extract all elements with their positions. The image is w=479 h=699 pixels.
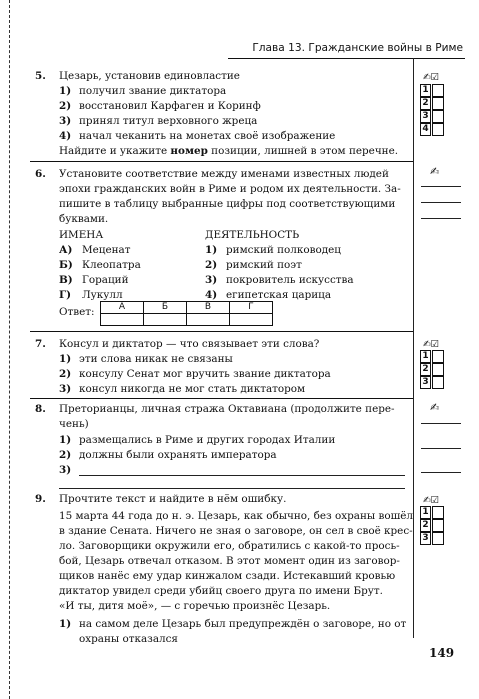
q5-answer-grid: 1 2 3 4	[420, 84, 444, 136]
q7-opt-2-num: 2)	[59, 368, 72, 380]
q8-opt-1-text: размещались в Риме и других городах Италии	[79, 434, 336, 446]
q6-name-v-letter: В)	[59, 274, 73, 286]
q6-act-2: римский поэт	[226, 259, 302, 271]
q6-name-g-letter: Г)	[59, 289, 72, 301]
pencil-icon: ✍	[430, 165, 440, 178]
q7-opt-1-num: 1)	[59, 353, 72, 365]
question-5-stem: Цезарь, установив единовластие	[59, 70, 240, 82]
q8-opt-2-num: 2)	[59, 449, 72, 461]
q8-opt-3-num: 3)	[59, 464, 72, 476]
pencil-icon: ✍	[430, 401, 440, 414]
q6-stem-line-4: буквами.	[59, 213, 109, 225]
q6-act-4-num: 4)	[205, 289, 218, 301]
q9-opt-1-line-1[interactable]: на самом деле Цезарь был предупреждён о заговоре, но от	[79, 618, 407, 630]
q5-opt-2-text[interactable]: восстановил Карфаген и Коринф	[79, 100, 261, 112]
q6-answer-v[interactable]	[187, 314, 230, 326]
q8-opt-1-num: 1)	[59, 434, 72, 446]
q7-opt-2-text[interactable]: консулу Сенат мог вручить звание диктатора	[79, 368, 331, 380]
q8-side-line-3[interactable]	[421, 472, 461, 473]
q8-side-line-1[interactable]	[421, 423, 461, 424]
question-6-number: 6.	[35, 168, 46, 180]
q9-box-1[interactable]	[432, 506, 444, 519]
q8-opt-2-text: должны были охранять императора	[79, 449, 277, 461]
q6-answer-a[interactable]	[101, 314, 144, 326]
q8-stem-line-2: чень)	[59, 418, 89, 430]
q7-box-2[interactable]	[432, 363, 444, 376]
q5-box-2[interactable]	[432, 97, 444, 110]
q6-answer-b[interactable]	[144, 314, 187, 326]
q9-passage-line-3: ло. Заговорщики окружили его, обратились с какой-то прось-	[59, 540, 400, 552]
q6-name-b-letter: Б)	[59, 259, 73, 271]
q9-passage-line-7: «И ты, дитя моё», — с горечью произнёс Цезарь.	[59, 600, 331, 612]
q9-passage-line-6: диктатор увидел среди убийц своего друга по имени Брут.	[59, 585, 383, 597]
pencil-check-icon: ✍☑	[423, 495, 439, 506]
q7-opt-3-text[interactable]: консул никогда не мог стать диктатором	[79, 383, 306, 395]
q8-answer-line-2[interactable]	[59, 488, 405, 489]
q9-passage-line-5: щиков нанёс ему удар кинжалом сзади. Истекавший кровью	[59, 570, 396, 582]
question-7-stem: Консул и диктатор — что связывает эти слова?	[59, 338, 320, 350]
q6-name-v: Гораций	[82, 274, 129, 286]
q5-opt-1-text[interactable]: получил звание диктатора	[79, 85, 227, 97]
q6-act-3: покровитель искусства	[226, 274, 354, 286]
q5-opt-2-num: 2)	[59, 100, 72, 112]
q6-stem-line-1: Установите соответствие между именами известных людей	[59, 168, 389, 180]
q9-passage-line-4: бой, Цезарь отвечал отказом. В этот момент один из заговор-	[59, 555, 400, 567]
q6-act-1-num: 1)	[205, 244, 218, 256]
q8-side-line-2[interactable]	[421, 448, 461, 449]
q7-bottom-rule	[30, 398, 413, 399]
q6-answer-g[interactable]	[230, 314, 273, 326]
q7-opt-1-text[interactable]: эти слова никак не связаны	[79, 353, 233, 365]
question-9-stem: Прочтите текст и найдите в нём ошибку.	[59, 493, 287, 505]
q6-act-1: римский полководец	[226, 244, 341, 256]
q6-name-a-letter: А)	[59, 244, 73, 256]
q5-opt-4-text[interactable]: начал чеканить на монетах своё изображение	[79, 130, 336, 142]
question-5-number: 5.	[35, 70, 46, 82]
q6-name-a: Меценат	[82, 244, 131, 256]
margin-separator	[413, 58, 414, 638]
q7-answer-grid: 1 2 3	[420, 350, 444, 389]
q6-act-4: египетская царица	[226, 289, 332, 301]
pencil-check-icon: ✍☑	[423, 339, 439, 350]
q7-box-1[interactable]	[432, 350, 444, 363]
q6-stem-line-3: пишите в таблицу выбранные цифры под соответствующими	[59, 198, 396, 210]
cut-line	[9, 0, 10, 699]
q8-answer-line-1[interactable]	[79, 475, 405, 476]
q6-name-b: Клеопатра	[82, 259, 141, 271]
question-9-number: 9.	[35, 493, 46, 505]
q6-act-2-num: 2)	[205, 259, 218, 271]
q5-opt-1-num: 1)	[59, 85, 72, 97]
q5-box-1[interactable]	[432, 84, 444, 97]
q9-answer-grid: 1 2 3	[420, 506, 444, 545]
q6-names-header: ИМЕНА	[59, 229, 104, 241]
page-number: 149	[429, 646, 455, 660]
q5-opt-3-num: 3)	[59, 115, 72, 127]
q5-box-3[interactable]	[432, 110, 444, 123]
question-7-number: 7.	[35, 338, 46, 350]
q9-box-2[interactable]	[432, 519, 444, 532]
question-8-number: 8.	[35, 403, 46, 415]
q8-stem-line-1: Преторианцы, личная стража Октавиана (продолжите пере-	[59, 403, 395, 415]
q7-opt-3-num: 3)	[59, 383, 72, 395]
q6-act-3-num: 3)	[205, 274, 218, 286]
q7-box-3[interactable]	[432, 376, 444, 389]
q6-bottom-rule	[30, 331, 413, 332]
q5-instruction: Найдите и укажите номер позиции, лишней в этом перечне.	[59, 145, 399, 157]
q9-opt-1-num: 1)	[59, 618, 72, 630]
q6-side-line-1[interactable]	[421, 186, 461, 187]
q9-box-3[interactable]	[432, 532, 444, 545]
q6-name-g: Лукулл	[82, 289, 123, 301]
q6-side-line-3[interactable]	[421, 218, 461, 219]
q5-bottom-rule	[30, 161, 413, 162]
q9-passage-line-2: в здание Сената. Ничего не зная о заговоре, он сел в своё крес-	[59, 525, 413, 537]
q6-answer-label: Ответ:	[59, 306, 95, 318]
q6-stem-line-2: эпохи гражданских войн в Риме и родом их деятельности. За-	[59, 183, 401, 195]
q6-answer-table: А Б В Г	[100, 301, 273, 326]
pencil-check-icon: ✍☑	[423, 72, 439, 83]
q6-activities-header: ДЕЯТЕЛЬНОСТЬ	[205, 229, 300, 241]
q5-box-4[interactable]	[432, 123, 444, 136]
header-rule	[228, 58, 465, 59]
q9-opt-1-line-2[interactable]: охраны отказался	[79, 633, 178, 645]
q5-opt-3-text[interactable]: принял титул верховного жреца	[79, 115, 258, 127]
q5-opt-4-num: 4)	[59, 130, 72, 142]
q9-passage-line-1: 15 марта 44 года до н. э. Цезарь, как обычно, без охраны вошёл	[59, 510, 413, 522]
chapter-header: Глава 13. Гражданские войны в Риме	[252, 42, 463, 54]
q6-side-line-2[interactable]	[421, 202, 461, 203]
